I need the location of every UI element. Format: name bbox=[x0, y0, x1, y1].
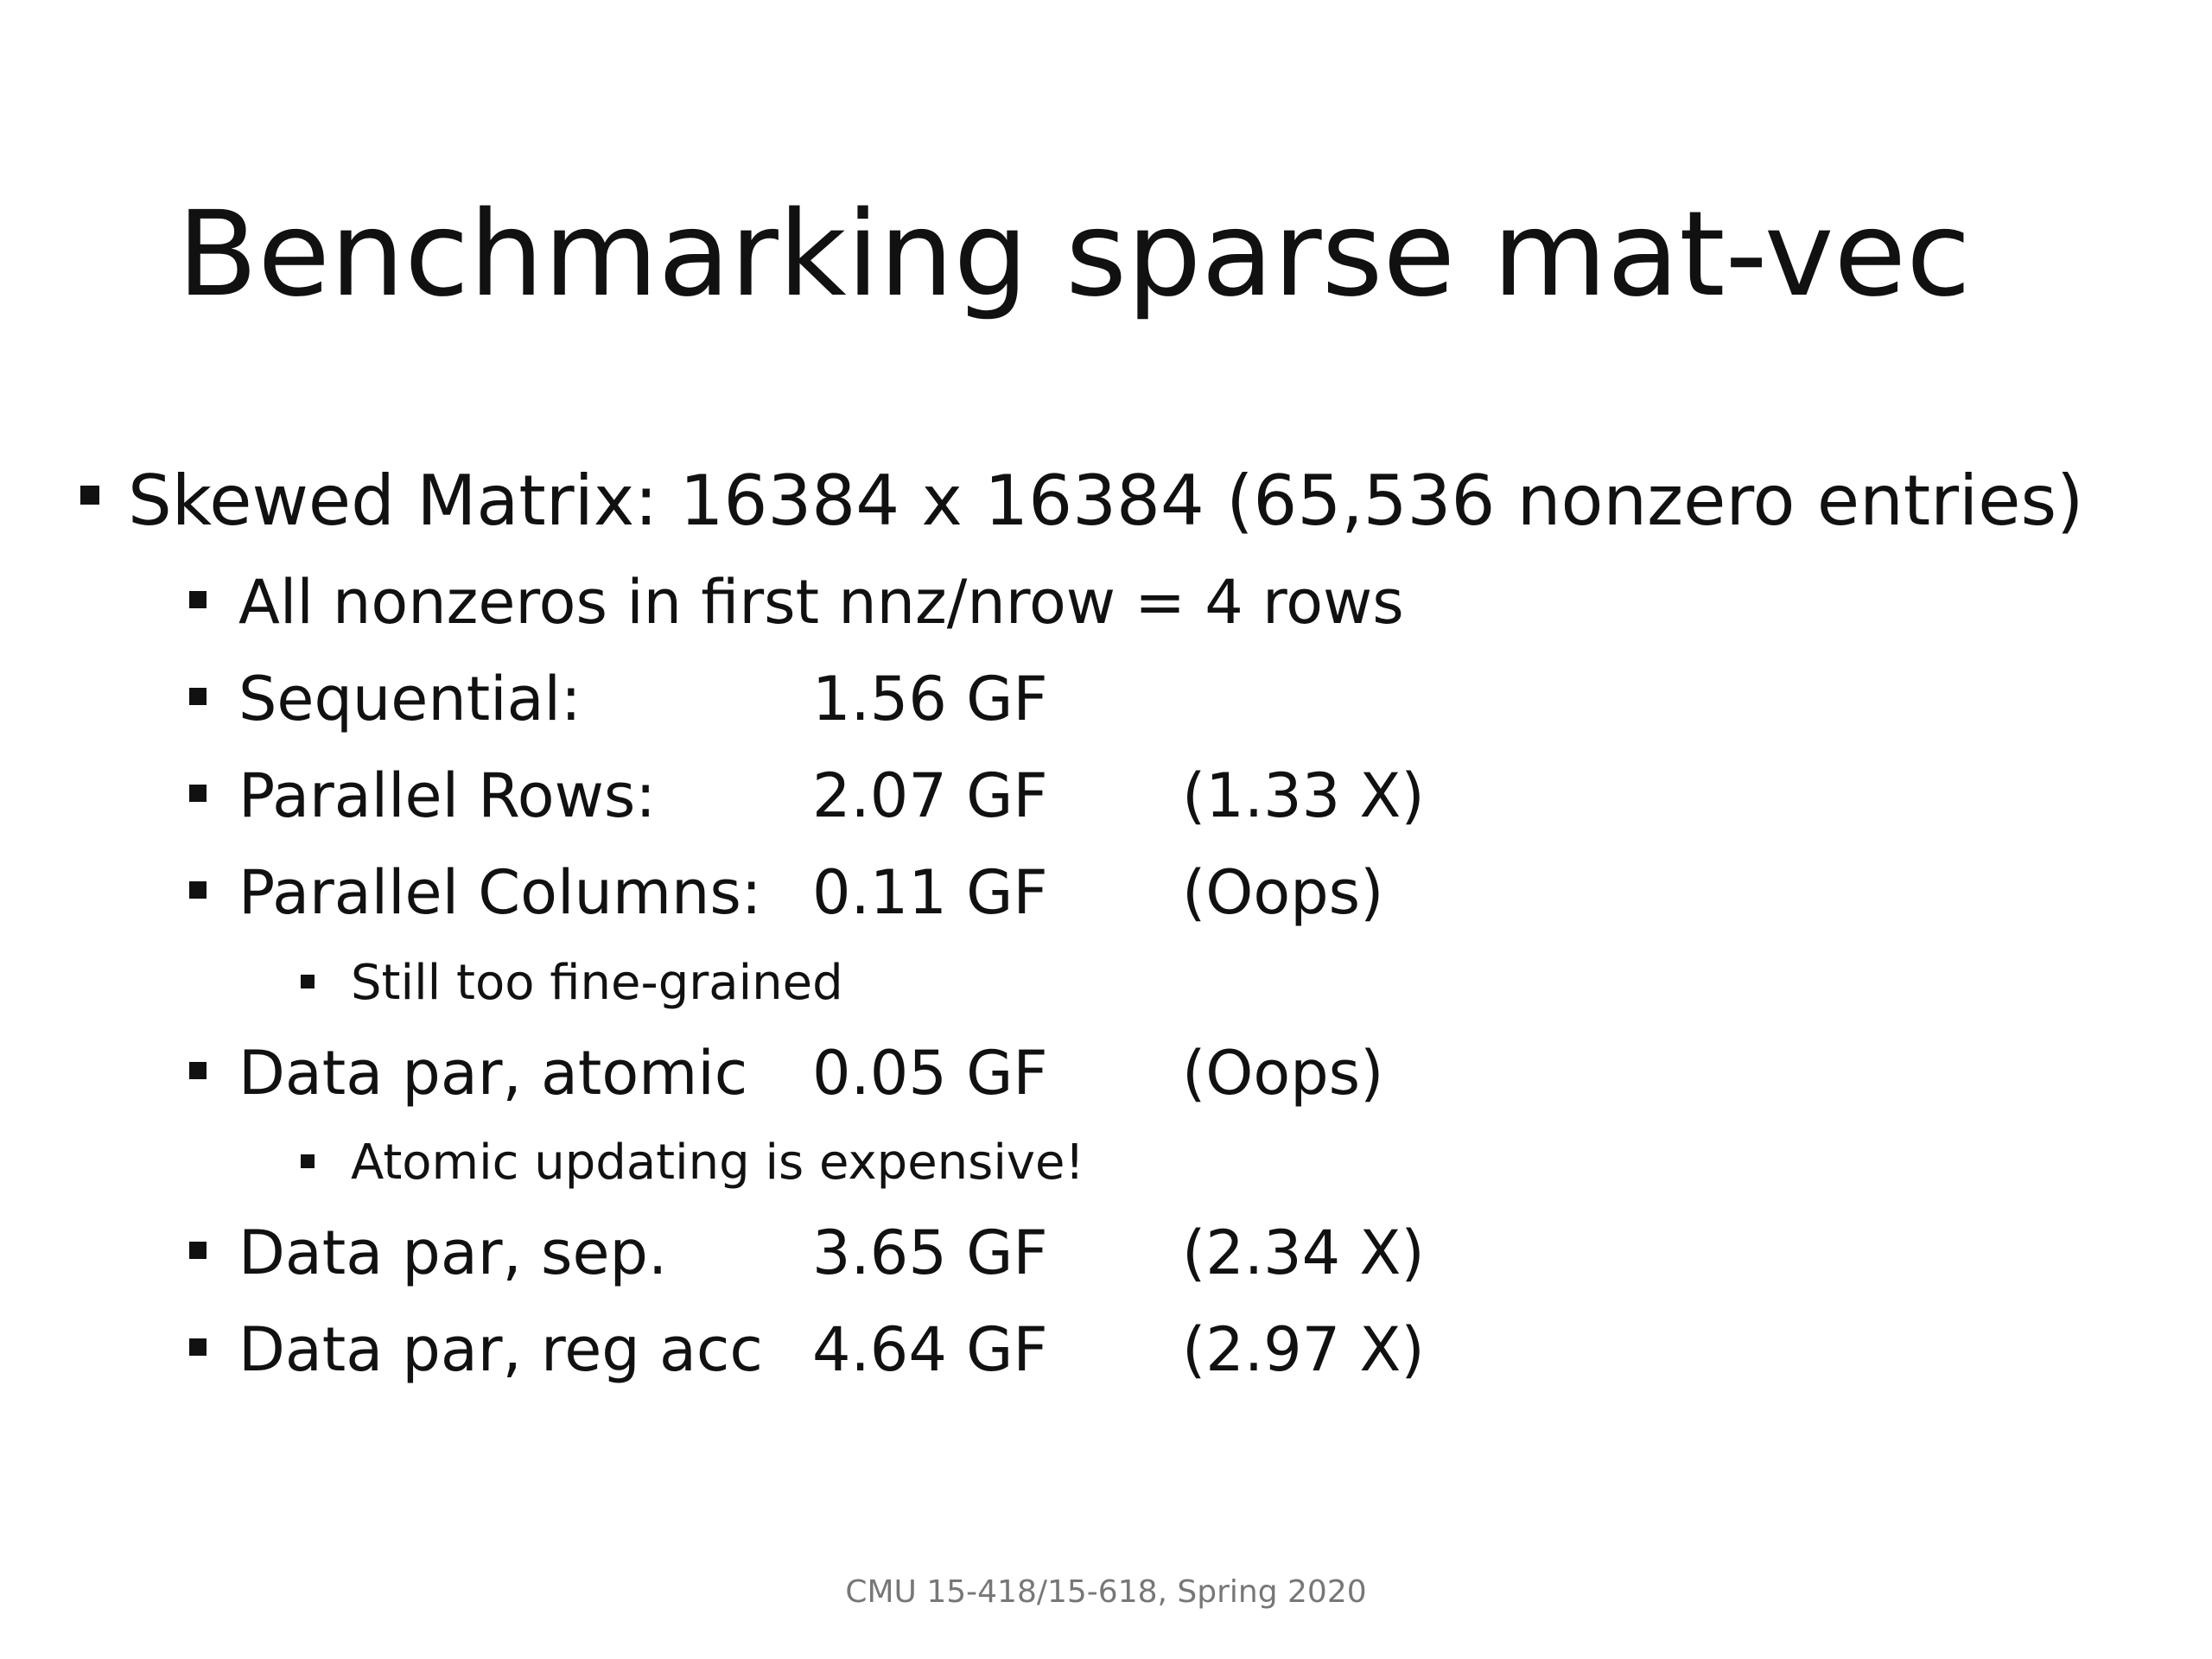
benchmark-note: (1.33 X) bbox=[1182, 760, 1425, 831]
benchmark-label: Sequential: bbox=[238, 664, 582, 734]
benchmark-value: 3.65 GF bbox=[812, 1217, 1048, 1288]
benchmark-label: Parallel Rows: bbox=[238, 760, 656, 831]
benchmark-label: Data par, reg acc bbox=[238, 1314, 763, 1385]
benchmark-note: (Oops) bbox=[1182, 1038, 1384, 1109]
bullet-square-icon bbox=[189, 1062, 207, 1079]
benchmark-note: (2.97 X) bbox=[1182, 1314, 1425, 1385]
benchmark-value: 0.11 GF bbox=[812, 857, 1048, 928]
benchmark-note: (2.34 X) bbox=[1182, 1217, 1425, 1288]
bullet-text: All nonzeros in first nnz/nrow = 4 rows bbox=[238, 567, 1404, 638]
slide-title: Benchmarking sparse mat-vec bbox=[177, 187, 1971, 323]
slide-footer: CMU 15-418/15-618, Spring 2020 bbox=[845, 1574, 1367, 1610]
bullet-skewed-matrix bbox=[128, 462, 2083, 540]
sub-bullet-atomic-expensive bbox=[351, 1135, 1084, 1192]
benchmark-value: 0.05 GF bbox=[812, 1038, 1048, 1109]
bullet-square-icon bbox=[301, 975, 315, 988]
bullet-square-icon bbox=[189, 591, 207, 608]
benchmark-label: Data par, atomic bbox=[238, 1038, 748, 1109]
benchmark-value: 2.07 GF bbox=[812, 760, 1048, 831]
benchmark-value: 1.56 GF bbox=[812, 664, 1048, 734]
sub-bullet-text: Still too fine-grained bbox=[351, 955, 843, 1011]
bullet-square-icon bbox=[301, 1154, 315, 1168]
bullet-square-icon bbox=[189, 1242, 207, 1259]
benchmark-label: Data par, sep. bbox=[238, 1217, 668, 1288]
bullet-square-icon bbox=[80, 486, 99, 505]
benchmark-note: (Oops) bbox=[1182, 857, 1384, 928]
sub-bullet-text: Atomic updating is expensive! bbox=[351, 1135, 1084, 1191]
sub-bullet-fine-grained bbox=[351, 955, 843, 1012]
bullet-square-icon bbox=[189, 1338, 207, 1356]
bullet-text: Skewed Matrix: 16384 x 16384 (65,536 nonzero entries) bbox=[128, 461, 2084, 541]
bullet-square-icon bbox=[189, 881, 207, 899]
bullet-square-icon bbox=[189, 785, 207, 802]
benchmark-label: Parallel Columns: bbox=[238, 857, 762, 928]
bullet-square-icon bbox=[189, 688, 207, 705]
benchmark-value: 4.64 GF bbox=[812, 1314, 1048, 1385]
